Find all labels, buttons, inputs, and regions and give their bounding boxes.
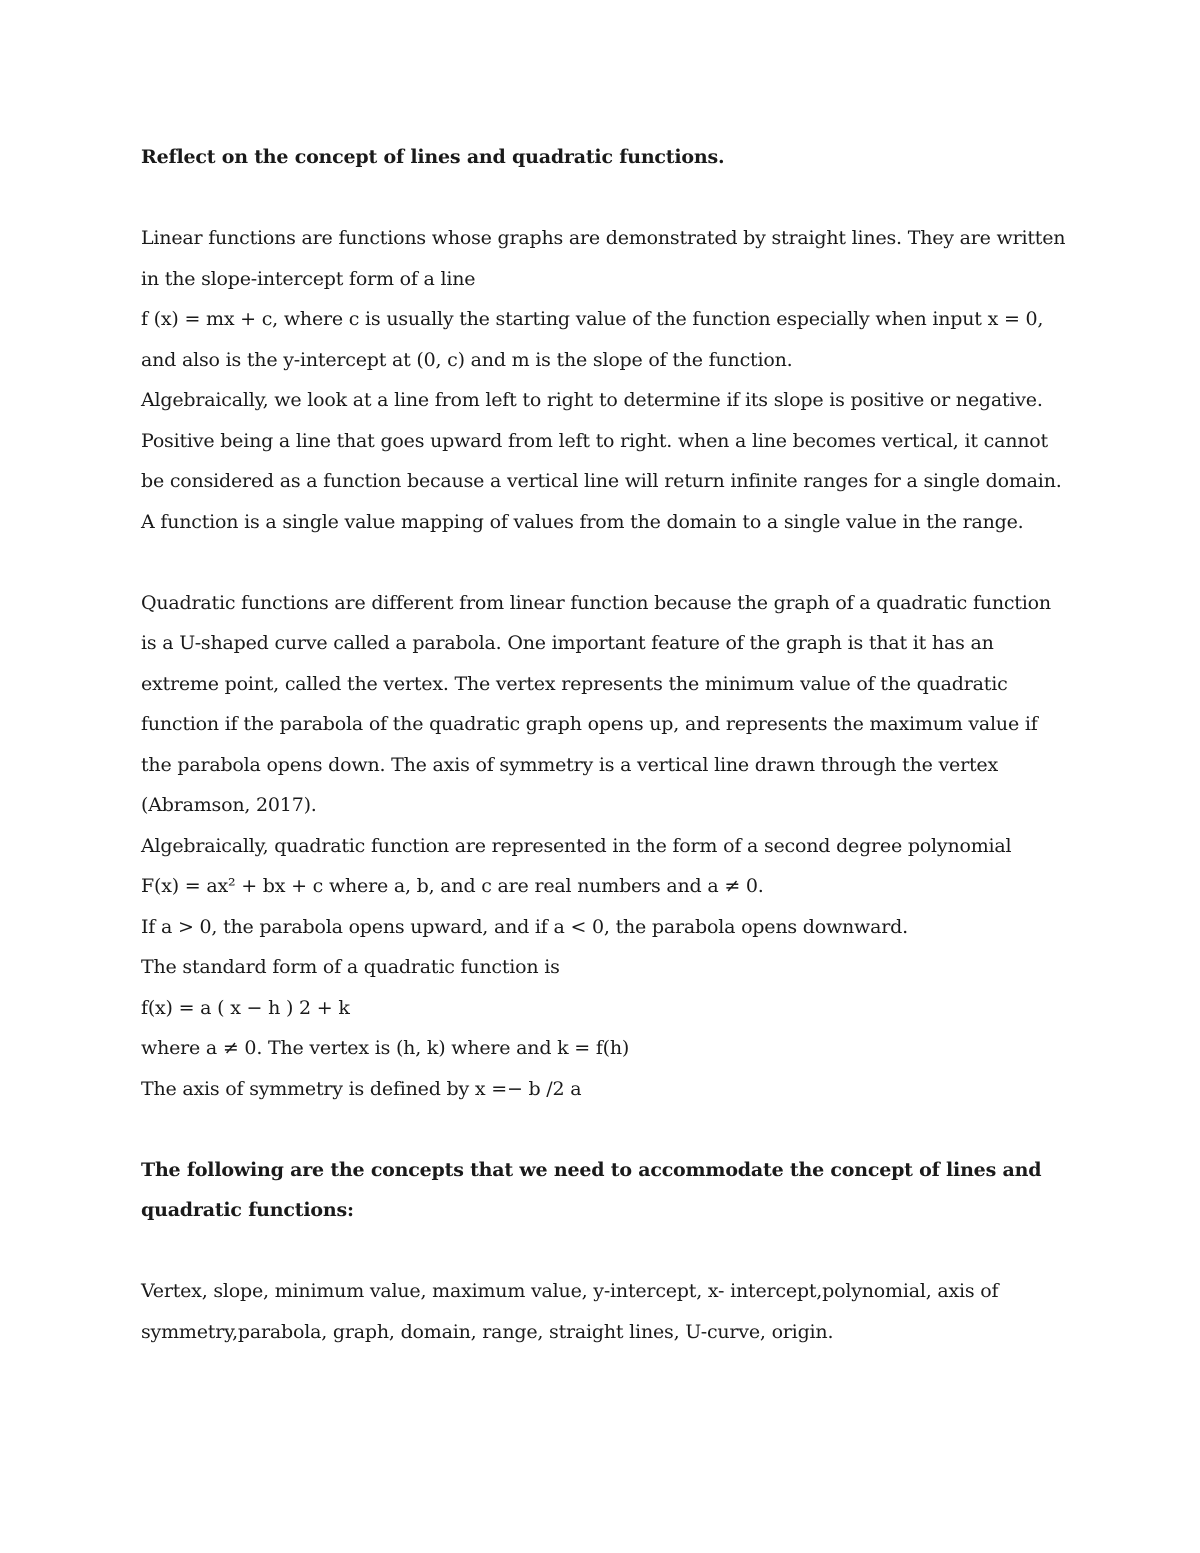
text-line: F(x) = ax² + bx + c where a, b, and c are real numbers and a ≠ 0. — [141, 875, 764, 897]
subheading-line: The following are the concepts that we need to accommodate the concept of lines and — [141, 1158, 1042, 1181]
text-line: be considered as a function because a vertical line will return infinite ranges for a single domain. — [141, 470, 1062, 492]
text-line: f(x) = a ( x − h ) 2 + k — [141, 996, 350, 1019]
spacer — [141, 1231, 1071, 1272]
paragraph-linear-functions — [141, 218, 1071, 542]
text-line: in the slope-intercept form of a line — [141, 267, 476, 290]
text-line: Algebraically, we look at a line from left to right to determine if its slope is positive or negative. — [141, 389, 1043, 411]
text-line: where a ≠ 0. The vertex is (h, k) where and k = f(h) — [141, 1037, 630, 1059]
text-line: the parabola opens down. The axis of symmetry is a vertical line drawn through the vertex — [141, 753, 998, 776]
text-line: function if the parabola of the quadratic graph opens up, and represents the maximum value if — [141, 713, 1038, 735]
concepts-subheading — [141, 1150, 1071, 1231]
subheading-line: quadratic functions: — [141, 1199, 354, 1221]
text-line: Linear functions are functions whose graphs are demonstrated by straight lines. They are written — [141, 227, 1066, 249]
text-line: extreme point, called the vertex. The vertex represents the minimum value of the quadratic — [141, 672, 1008, 695]
text-line: Quadratic functions are different from linear function because the graph of a quadratic function — [141, 591, 1051, 614]
text-line: The standard form of a quadratic function is — [141, 956, 560, 978]
spacer — [141, 542, 1071, 583]
text-line: and also is the y-intercept at (0, c) and m is the slope of the function. — [141, 348, 793, 371]
text-line: Positive being a line that goes upward from left to right. when a line becomes vertical, it cannot — [141, 429, 1048, 452]
text-line: symmetry,parabola, graph, domain, range, straight lines, U-curve, origin. — [141, 1320, 834, 1343]
text-line: If a > 0, the parabola opens upward, and if a < 0, the parabola opens downward. — [141, 915, 908, 938]
text-line: Algebraically, quadratic function are represented in the form of a second degree polynomial — [141, 834, 1012, 857]
paragraph-concepts-list — [141, 1271, 1071, 1352]
document-body — [141, 137, 1071, 1352]
paragraph-quadratic-functions — [141, 583, 1071, 1110]
text-line: A function is a single value mapping of values from the domain to a single value in the range. — [141, 510, 1024, 533]
document-heading: Reflect on the concept of lines and quadratic functions. — [141, 146, 725, 168]
text-line: f (x) = mx + c, where c is usually the starting value of the function especially when input x = 0, — [141, 308, 1044, 330]
text-line: The axis of symmetry is defined by x =− b /2 a — [141, 1077, 582, 1100]
spacer — [141, 178, 1071, 219]
text-line: is a U-shaped curve called a parabola. One important feature of the graph is that it has an — [141, 632, 994, 654]
spacer — [141, 1109, 1071, 1150]
text-line: Vertex, slope, minimum value, maximum value, y-intercept, x- intercept,polynomial, axis of — [141, 1280, 999, 1302]
text-line: (Abramson, 2017). — [141, 794, 317, 816]
